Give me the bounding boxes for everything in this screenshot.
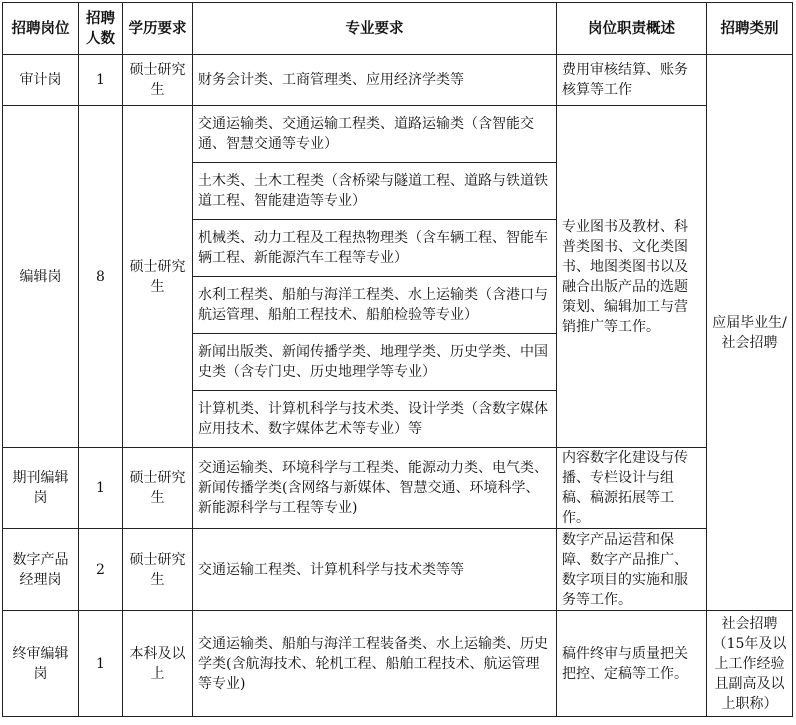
cell-count: 1 xyxy=(79,448,123,529)
table-row xyxy=(3,55,793,106)
cell-major: 财务会计类、工商管理类、应用经济学类等 xyxy=(193,55,557,106)
cell-position: 数字产品经理岗 xyxy=(3,529,79,611)
header-row xyxy=(3,3,793,55)
header-position: 招聘岗位 xyxy=(3,3,79,55)
header-category: 招聘类别 xyxy=(707,3,793,55)
table-row xyxy=(3,106,793,163)
cell-education: 硕士研究生 xyxy=(123,529,193,611)
table-row xyxy=(3,611,793,717)
cell-duties: 数字产品运营和保障、数字产品推广、数字项目的实施和服务等工作。 xyxy=(557,529,707,611)
cell-major: 土木类、土木工程类（含桥梁与隧道工程、道路与铁道铁道工程、智能建造等专业） xyxy=(193,163,557,220)
cell-duties: 稿件终审与质量把关把控、定稿等工作。 xyxy=(557,611,707,717)
header-education: 学历要求 xyxy=(123,3,193,55)
cell-duties: 费用审核结算、账务核算等工作 xyxy=(557,55,707,106)
cell-education: 硕士研究生 xyxy=(123,448,193,529)
cell-category-graduate-social: 应届毕业生/社会招聘 xyxy=(707,55,793,611)
header-count: 招聘人数 xyxy=(79,3,123,55)
cell-major: 机械类、动力工程及工程热物理类（含车辆工程、智能车辆工程、新能源汽车工程等专业） xyxy=(193,220,557,277)
cell-major: 交通运输类、船舶与海洋工程装备类、水上运输类、历史学类(含航海技术、轮机工程、船舶工程技术、航运管理等专业) xyxy=(193,611,557,717)
cell-position: 审计岗 xyxy=(3,55,79,106)
cell-position: 期刊编辑岗 xyxy=(3,448,79,529)
cell-education: 硕士研究生 xyxy=(123,106,193,448)
cell-major: 新闻出版类、新闻传播学类、地理学类、历史学类、中国史类（含专门史、历史地理学等专业） xyxy=(193,334,557,391)
cell-major: 计算机类、计算机科学与技术类、设计学类（含数字媒体应用技术、数字媒体艺术等专业）等 xyxy=(193,391,557,448)
cell-position: 终审编辑岗 xyxy=(3,611,79,717)
cell-count: 2 xyxy=(79,529,123,611)
cell-position: 编辑岗 xyxy=(3,106,79,448)
cell-major: 交通运输类、环境科学与工程类、能源动力类、电气类、新闻传播学类(含网络与新媒体、智慧交通、环境科学、新能源科学与工程等专业) xyxy=(193,448,557,529)
header-major: 专业要求 xyxy=(193,3,557,55)
table-row xyxy=(3,529,793,611)
cell-major: 水利工程类、船舶与海洋工程类、水上运输类（含港口与航运管理、船舶工程技术、船舶检验等专业） xyxy=(193,277,557,334)
cell-education: 本科及以上 xyxy=(123,611,193,717)
recruitment-table xyxy=(2,2,793,717)
cell-duties: 内容数字化建设与传播、专栏设计与组稿、稿源拓展等工作。 xyxy=(557,448,707,529)
cell-category-social-senior: 社会招聘（15年及以上工作经验且副高及以上职称） xyxy=(707,611,793,717)
cell-education: 硕士研究生 xyxy=(123,55,193,106)
cell-major: 交通运输类、交通运输工程类、道路运输类（含智能交通、智慧交通等专业） xyxy=(193,106,557,163)
cell-duties: 专业图书及教材、科普类图书、文化类图书、地图类图书以及融合出版产品的选题策划、编辑加工与营销推广等工作。 xyxy=(557,106,707,448)
table-row xyxy=(3,448,793,529)
cell-count: 1 xyxy=(79,55,123,106)
cell-count: 8 xyxy=(79,106,123,448)
cell-count: 1 xyxy=(79,611,123,717)
cell-major: 交通运输工程类、计算机科学与技术类等等 xyxy=(193,529,557,611)
header-duties: 岗位职责概述 xyxy=(557,3,707,55)
